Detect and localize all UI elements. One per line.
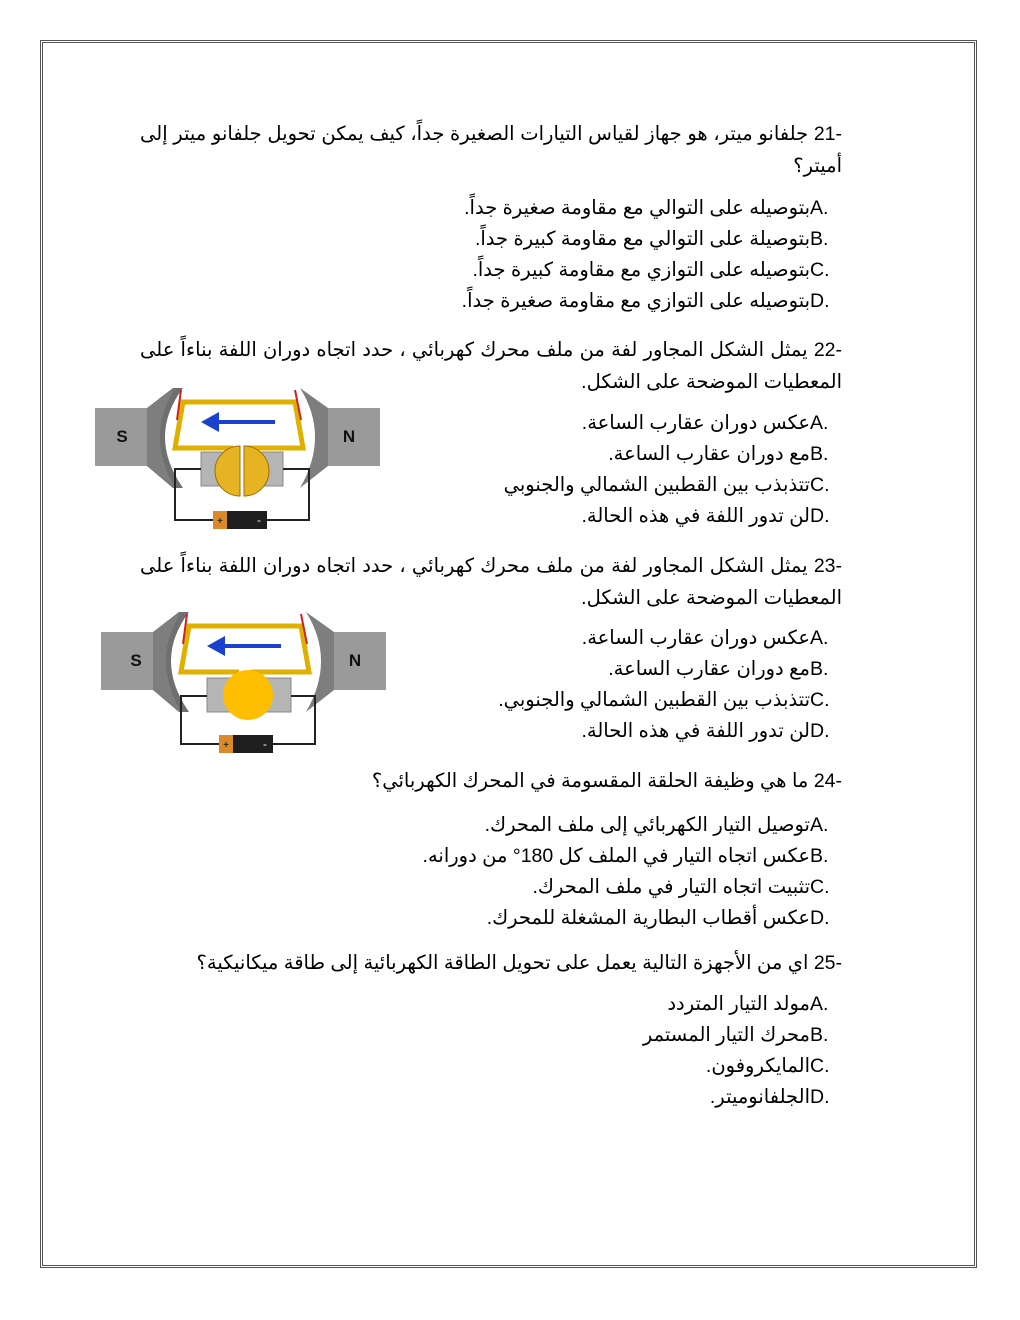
motor-figure-solid-ring xyxy=(101,604,386,762)
option-c[interactable]: C.تثبيت اتجاه التيار في ملف المحرك. xyxy=(532,876,830,898)
question-21 xyxy=(140,118,842,182)
svg-text:+: + xyxy=(217,516,223,527)
solid-ring xyxy=(223,670,273,720)
option-d[interactable]: D.عكس أقطاب البطارية المشغلة للمحرك. xyxy=(486,907,830,929)
option-b[interactable]: B.مع دوران عقارب الساعة. xyxy=(608,658,829,680)
option-b[interactable]: B.محرك التيار المستمر xyxy=(642,1024,829,1046)
question-text: يمثل الشكل المجاور لفة من ملف محرك كهربائي ، حدد اتجاه دوران اللفة بناءاً على المعطيات الموضحة على الشكل. xyxy=(140,339,842,393)
question-number: 23- xyxy=(813,555,843,577)
option-a[interactable]: A.مولد التيار المتردد xyxy=(667,993,829,1015)
option-a[interactable]: A.بتوصيله على التوالي مع مقاومة صغيرة جداً. xyxy=(464,197,829,219)
question-number: 21- xyxy=(813,123,842,145)
option-d[interactable]: D.لن تدور اللفة في هذه الحالة. xyxy=(581,505,830,527)
option-a[interactable]: A.توصيل التيار الكهربائي إلى ملف المحرك. xyxy=(484,814,829,836)
pole-n-label: N xyxy=(342,427,356,446)
pole-n-label: N xyxy=(348,651,362,670)
option-c[interactable]: C.المايكروفون. xyxy=(705,1055,830,1077)
options-24 xyxy=(423,810,842,934)
question-number: 24- xyxy=(813,770,842,792)
option-d[interactable]: D.بتوصيله على التوازي مع مقاومة صغيرة جداً. xyxy=(461,290,830,312)
svg-text:+: + xyxy=(223,740,229,751)
option-c[interactable]: C.تتذبذب بين القطبين الشمالي والجنوبي. xyxy=(498,689,830,711)
question-number: 25- xyxy=(813,952,842,974)
option-c[interactable]: C.تتذبذب بين القطبين الشمالي والجنوبي xyxy=(503,474,830,496)
options-23 xyxy=(498,623,842,747)
option-b[interactable]: B.مع دوران عقارب الساعة. xyxy=(608,443,829,465)
option-b[interactable]: B.عكس اتجاه التيار في الملف كل 180° من دورانه. xyxy=(422,845,829,867)
pole-s-label: S xyxy=(116,427,128,446)
question-text: اي من الأجهزة التالية يعمل على تحويل الطاقة الكهربائية إلى طاقة ميكانيكية؟ xyxy=(196,952,809,974)
question-text: يمثل الشكل المجاور لفة من ملف محرك كهربائي ، حدد اتجاه دوران اللفة بناءاً على المعطيات الموضحة على الشكل. xyxy=(140,555,842,609)
magnet-south xyxy=(101,632,153,690)
option-c[interactable]: C.بتوصيله على التوازي مع مقاومة كبيرة جداً. xyxy=(472,259,830,281)
option-d[interactable]: D.الجلفانوميتر. xyxy=(709,1086,830,1108)
motor-figure-split-ring xyxy=(95,380,380,538)
pole-s-label: S xyxy=(130,651,142,670)
option-a[interactable]: A.عكس دوران عقارب الساعة. xyxy=(581,627,829,649)
options-25 xyxy=(643,989,842,1113)
question-number: 22- xyxy=(813,339,843,361)
question-text: جلفانو ميتر، هو جهاز لقياس التيارات الصغيرة جداً، كيف يمكن تحويل جلفانو ميتر إلى أميتر؟ xyxy=(140,123,842,177)
question-25 xyxy=(140,947,842,979)
option-d[interactable]: D.لن تدور اللفة في هذه الحالة. xyxy=(581,720,830,742)
svg-text:-: - xyxy=(257,513,261,527)
question-text: ما هي وظيفة الحلقة المقسومة في المحرك الكهربائي؟ xyxy=(371,770,809,792)
options-22 xyxy=(504,408,842,532)
svg-text:-: - xyxy=(263,737,267,751)
option-b[interactable]: B.بتوصيلة على التوالي مع مقاومة كبيرة جداً. xyxy=(474,228,829,250)
question-24 xyxy=(140,765,842,797)
options-21 xyxy=(462,193,842,317)
option-a[interactable]: A.عكس دوران عقارب الساعة. xyxy=(581,412,829,434)
